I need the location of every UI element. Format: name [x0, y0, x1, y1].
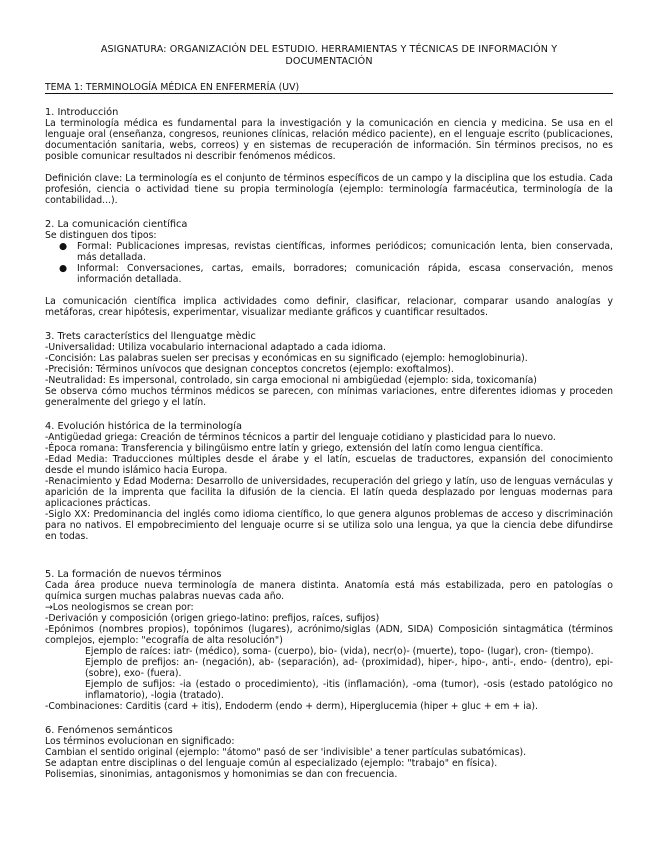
section-4-heading: 4. Evolución histórica de la terminología	[45, 421, 242, 432]
section-1-heading: 1. Introducción	[45, 107, 119, 118]
bullet-icon: ●	[59, 263, 68, 274]
list-item-text: Informal: Conversaciones, cartas, emails, borradores; comunicación rápida, escasa conservación, menos información detallada.	[77, 263, 613, 285]
section-1-paragraph-2: Definición clave: La terminología es el conjunto de términos específicos de un campo y la disciplina que los estudia. Cada profesión, ciencia o actividad tiene su propia terminología (ejemplo: terminología farmacéutica, terminología de la contabilidad...).	[45, 173, 613, 206]
section-5-line: -Epónimos (nombres propios), topónimos (lugares), acrónimo/siglas (ADN, SIDA) Composición sintagmática (términos complejos, ejemplo: "ecografía de alta resolución")	[45, 624, 613, 646]
section-2-intro: Se distinguen dos tipos:	[45, 230, 157, 241]
section-4-line: -Renacimiento y Edad Moderna: Desarrollo de universidades, recuperación del griego y latín, uso de lenguas vernáculas y aparición de la imprenta que facilita la difusión de la ciencia. El latín queda desplazado por lenguas modernas para aplicaciones prácticas.	[45, 476, 613, 509]
section-5-heading: 5. La formación de nuevos términos	[45, 569, 222, 580]
section-5-paragraph-1: Cada área produce nueva terminología de manera distinta. Anatomía está más estabilizada, pero en patologías o química surgen muchas palabras nuevas cada año.	[45, 580, 613, 602]
course-title-line-1: ASIGNATURA: ORGANIZACIÓN DEL ESTUDIO. HERRAMIENTAS Y TÉCNICAS DE INFORMACIÓN Y	[100, 44, 558, 55]
section-4-line: -Siglo XX: Predominancia del inglés como idioma científico, lo que genera algunos problemas de acceso y discriminación para no nativos. El empobrecimiento del lenguaje ocurre si se utiliza solo una lengua, ya que la ciencia debe difundirse en todas.	[45, 509, 613, 542]
section-5-last-line: -Combinaciones: Carditis (card + itis), Endoderm (endo + derm), Hiperglucemia (hiper + gluc + em + ia).	[45, 701, 539, 712]
list-item	[45, 241, 613, 263]
section-4-line: -Antigüedad griega: Creación de términos técnicos a partir del lenguaje cotidiano y plasticidad para lo nuevo.	[45, 432, 556, 443]
list-item-text: Formal: Publicaciones impresas, revistas científicas, informes periódicos; comunicación lenta, bien conservada, más detallada.	[77, 241, 613, 263]
section-5-example: Ejemplo de raíces: iatr- (médico), soma- (cuerpo), bio- (vida), necr(o)- (muerte), topo- (lugar), cron- (tiempo).	[85, 646, 594, 657]
document-page	[45, 44, 613, 780]
section-5-example: Ejemplo de prefijos: an- (negación), ab- (separación), ad- (proximidad), hiper-, hipo-, anti-, endo- (dentro), epi- (sobre), exo- (fuera).	[85, 657, 613, 679]
section-3-line: -Precisión: Términos unívocos que designan conceptos concretos (ejemplo: exoftalmos).	[45, 364, 454, 375]
course-title-line-2: DOCUMENTACIÓN	[285, 56, 373, 67]
section-2-paragraph-2: La comunicación científica implica actividades como definir, clasificar, relacionar, comparar usando analogías y metáforas, crear hipótesis, experimentar, visualizar mediante gráficos y cuantificar resultados.	[45, 296, 613, 318]
section-2-heading: 2. La comunicación científica	[45, 219, 188, 230]
section-1-paragraph-1: La terminología médica es fundamental para la investigación y la comunicación en ciencia y medicina. Se usa en el lenguaje oral (enseñanza, congresos, reuniones clínicas, relación médico paciente), en el lenguaje escrito (publicaciones, documentación sanitaria, webs, correos) y en sistemas de recuperación de información. Sin términos precisos, no es posible comunicar resultados ni describir fenómenos médicos.	[45, 118, 613, 162]
section-6-line: Cambian el sentido original (ejemplo: "átomo" pasó de ser 'indivisible' a tener partículas subatómicas).	[45, 747, 527, 758]
list-item	[45, 263, 613, 285]
section-6-line: Los términos evolucionan en significado:	[45, 736, 235, 747]
section-5-arrow-line: →Los neologismos se crean por:	[45, 602, 194, 613]
section-3-line: Se observa cómo muchos términos médicos se parecen, con mínimas variaciones, entre diferentes idiomas y proceden generalmente del griego y el latín.	[45, 386, 613, 408]
section-2-list	[45, 241, 613, 285]
section-3-line: -Neutralidad: Es impersonal, controlado, sin carga emocional ni ambigüedad (ejemplo: sida, toxicomanía)	[45, 375, 537, 386]
course-title	[45, 44, 613, 68]
bullet-icon: ●	[59, 241, 68, 252]
section-6-line: Se adaptan entre disciplinas o del lenguaje común al especializado (ejemplo: "trabajo" en física).	[45, 758, 498, 769]
section-3-line: -Concisión: Las palabras suelen ser precisas y económicas en su significado (ejemplo: hemoglobinuria).	[45, 353, 528, 364]
section-6-line: Polisemias, sinonimias, antagonismos y homonimias se dan con frecuencia.	[45, 769, 398, 780]
section-3-heading: 3. Trets característics del llenguatge mèdic	[45, 331, 256, 342]
section-5-example: Ejemplo de sufijos: -ia (estado o procedimiento), -itis (inflamación), -oma (tumor), -osis (estado patológico no inflamatorio), -logia (tratado).	[85, 679, 613, 701]
topic-title: TEMA 1: TERMINOLOGÍA MÉDICA EN ENFERMERÍA (UV)	[45, 82, 613, 94]
section-6-heading: 6. Fenómenos semánticos	[45, 725, 173, 736]
section-4-line: -Época romana: Transferencia y bilingüismo entre latín y griego, extensión del latín como lengua científica.	[45, 443, 544, 454]
section-3-line: -Universalidad: Utiliza vocabulario internacional adaptado a cada idioma.	[45, 342, 386, 353]
section-4-line: -Edad Media: Traducciones múltiples desde el árabe y el latín, escuelas de traductores, expansión del conocimiento desde el mundo islámico hacia Europa.	[45, 454, 613, 476]
section-5-line: -Derivación y composición (origen griego-latino: prefijos, raíces, sufijos)	[45, 613, 380, 624]
